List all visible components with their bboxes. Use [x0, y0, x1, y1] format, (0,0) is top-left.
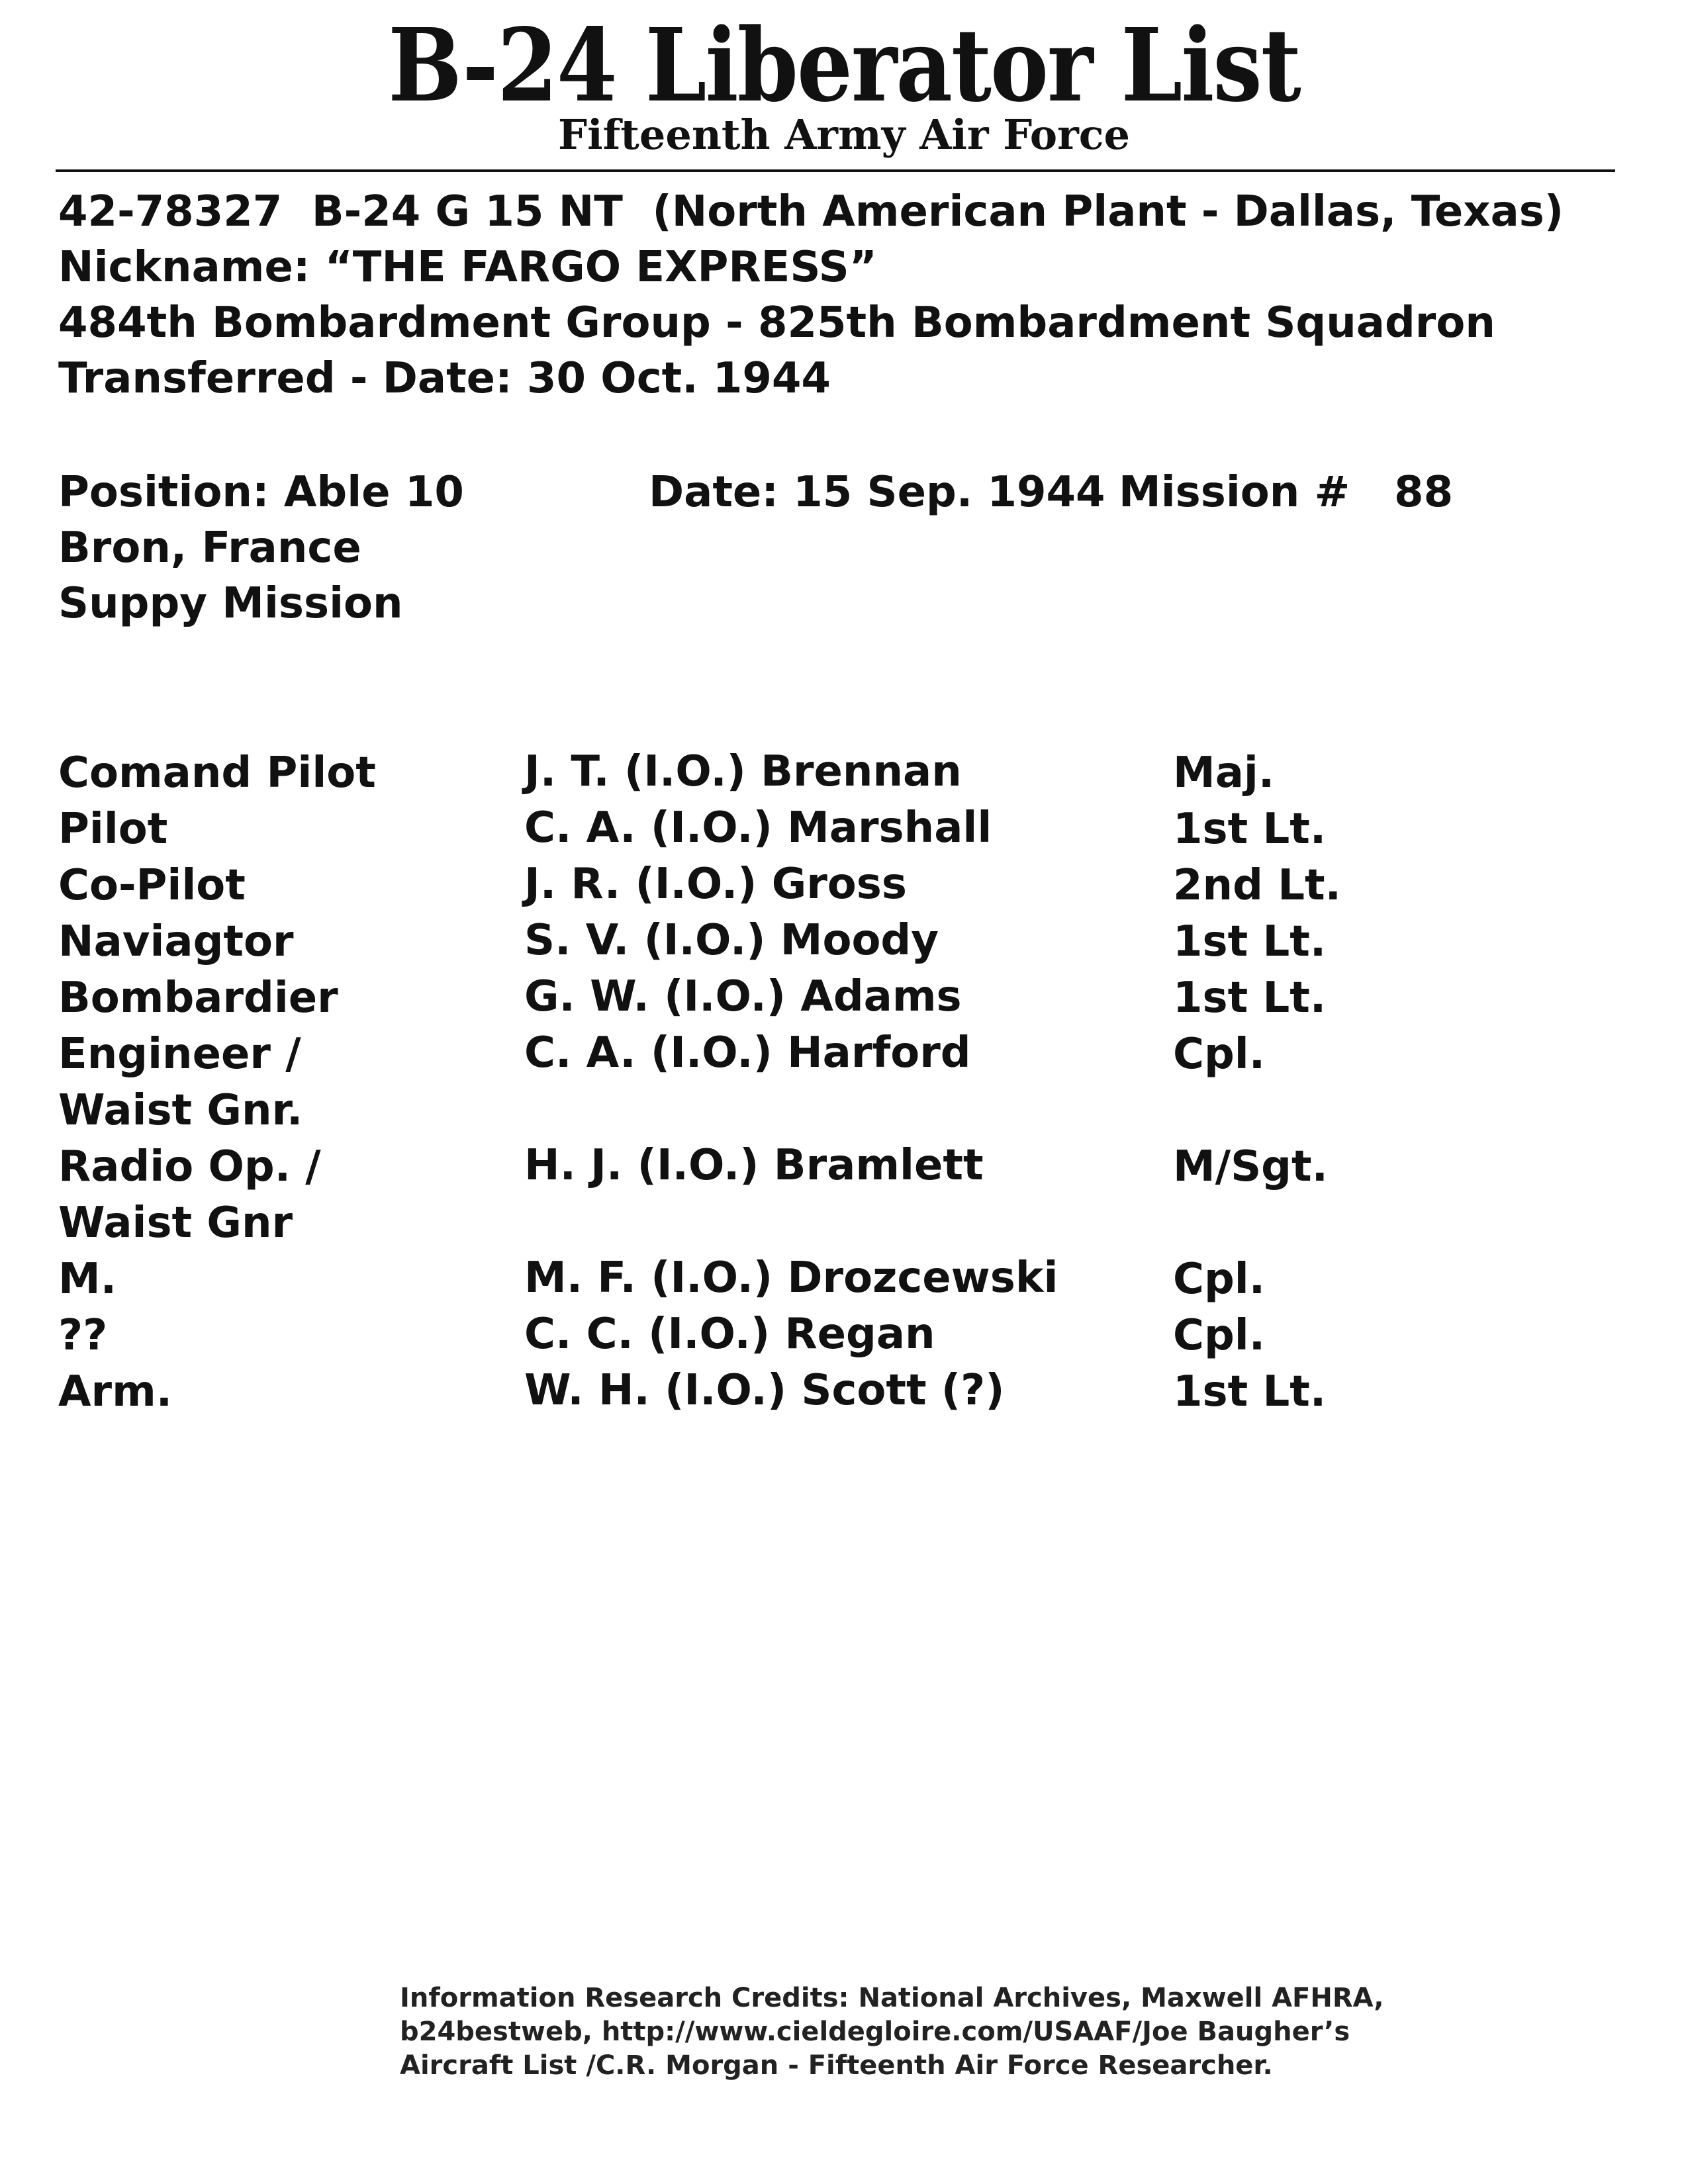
aircraft-transfer: Transferred - Date: 30 Oct. 1944 [58, 354, 831, 403]
crew-role: Naviagtor [58, 917, 294, 966]
credits-line: Information Research Credits: National Archives, Maxwell AFHRA, [400, 1983, 1384, 2013]
title-divider [56, 169, 1615, 172]
crew-name: J. R. (I.O.) Gross [524, 860, 907, 909]
mission-position: Position: Able 10 [58, 468, 464, 517]
crew-rank: 1st Lt. [1173, 805, 1327, 854]
crew-rank: 1st Lt. [1173, 974, 1327, 1023]
crew-role: Comand Pilot [58, 749, 376, 797]
crew-rank: Cpl. [1173, 1030, 1266, 1079]
crew-name: M. F. (I.O.) Drozcewski [524, 1253, 1058, 1302]
aircraft-serial: 42-78327 B-24 G 15 NT (North American Plant - Dallas, Texas) [58, 187, 1564, 236]
crew-role: Engineer / [58, 1030, 301, 1079]
crew-role: Pilot [58, 805, 168, 854]
crew-rank: Maj. [1173, 749, 1275, 797]
crew-name: C. C. (I.O.) Regan [524, 1310, 935, 1359]
credits-line: Aircraft List /C.R. Morgan - Fifteenth Air Force Researcher. [400, 2050, 1273, 2081]
mission-type: Suppy Mission [58, 579, 403, 628]
crew-role: ?? [58, 1311, 108, 1360]
aircraft-nickname: Nickname: “THE FARGO EXPRESS” [58, 243, 877, 292]
crew-role: Radio Op. / [58, 1142, 321, 1191]
crew-name: G. W. (I.O.) Adams [524, 972, 962, 1021]
crew-name: J. T. (I.O.) Brennan [524, 747, 962, 796]
crew-name: C. A. (I.O.) Harford [524, 1028, 971, 1077]
crew-name: W. H. (I.O.) Scott (?) [524, 1366, 1005, 1415]
crew-role: Co-Pilot [58, 861, 246, 910]
crew-rank: Cpl. [1173, 1311, 1266, 1360]
crew-name: C. A. (I.O.) Marshall [524, 803, 992, 852]
crew-role: M. [58, 1255, 117, 1304]
crew-rank: 1st Lt. [1173, 1367, 1327, 1416]
crew-name: S. V. (I.O.) Moody [524, 916, 939, 965]
aircraft-group: 484th Bombardment Group - 825th Bombardment Squadron [58, 298, 1495, 347]
crew-role: Arm. [58, 1367, 173, 1416]
crew-rank: Cpl. [1173, 1255, 1266, 1304]
mission-number: Mission # 88 [1119, 468, 1454, 517]
credits-line: b24bestweb, http://www.cieldegloire.com/USAAF/Joe Baugher’s [400, 2017, 1350, 2047]
mission-date: Date: 15 Sep. 1944 [649, 468, 1105, 517]
crew-name: H. J. (I.O.) Bramlett [524, 1141, 984, 1190]
crew-role-continued: Waist Gnr. [58, 1086, 303, 1135]
crew-rank: M/Sgt. [1173, 1142, 1328, 1191]
page-title: B-24 Liberator List [388, 7, 1300, 125]
page-subtitle: Fifteenth Army Air Force [558, 111, 1130, 159]
mission-location: Bron, France [58, 523, 361, 572]
crew-rank: 2nd Lt. [1173, 861, 1341, 910]
crew-rank: 1st Lt. [1173, 917, 1327, 966]
crew-role-continued: Waist Gnr [58, 1199, 293, 1248]
crew-role: Bombardier [58, 974, 338, 1023]
research-credits [400, 1981, 1393, 2083]
